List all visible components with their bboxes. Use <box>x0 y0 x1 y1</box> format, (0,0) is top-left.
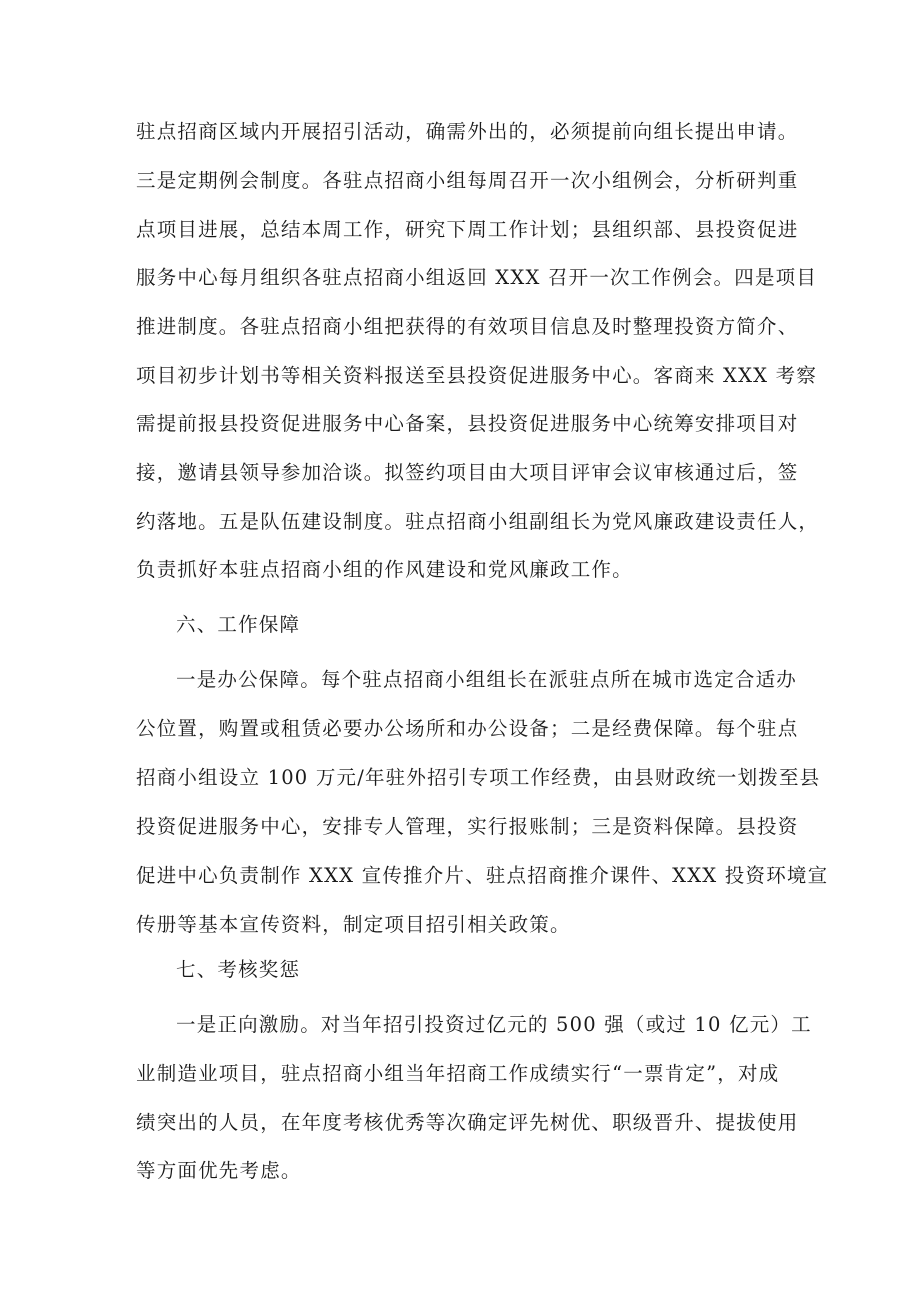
paragraph-line: 绩突出的人员，在年度考核优秀等次确定评先树优、职级晋升、提拔使用 <box>136 1111 799 1134</box>
paragraph-line: 点项目进展，总结本周工作，研究下周工作计划；县组织部、县投资促进 <box>136 218 799 241</box>
section-heading: 七、考核奖惩 <box>176 958 301 981</box>
paragraph-line: 一是正向激励。对当年招引投资过亿元的 500 强（或过 10 亿元）工 <box>176 1013 812 1036</box>
paragraph-line: 促进中心负责制作 XXX 宣传推介片、驻点招商推介课件、XXX 投资环境宣 <box>136 864 829 887</box>
section-heading: 六、工作保障 <box>176 613 301 636</box>
paragraph-line: 等方面优先考虑。 <box>136 1159 302 1182</box>
paragraph-line: 约落地。五是队伍建设制度。驻点招商小组副组长为党风廉政建设责任人， <box>136 510 820 533</box>
paragraph-line: 传册等基本宣传资料，制定项目招引相关政策。 <box>136 913 571 936</box>
paragraph-line: 招商小组设立 100 万元/年驻外招引专项工作经费，由县财政统一划拨至县 <box>136 766 821 789</box>
paragraph-line: 接，邀请县领导参加洽谈。拟签约项目由大项目评审会议审核通过后，签 <box>136 461 799 484</box>
paragraph-line: 三是定期例会制度。各驻点招商小组每周召开一次小组例会，分析研判重 <box>136 169 799 192</box>
paragraph-line: 项目初步计划书等相关资料报送至县投资促进服务中心。客商来 XXX 考察 <box>136 364 818 387</box>
paragraph-line: 推进制度。各驻点招商小组把获得的有效项目信息及时整理投资方简介、 <box>136 315 799 338</box>
paragraph-line: 公位置，购置或租赁必要办公场所和办公设备；二是经费保障。每个驻点 <box>136 717 799 740</box>
paragraph-line: 负责抓好本驻点招商小组的作风建设和党风廉政工作。 <box>136 558 633 581</box>
paragraph-line: 需提前报县投资促进服务中心备案，县投资促进服务中心统筹安排项目对 <box>136 412 799 435</box>
paragraph-line: 服务中心每月组织各驻点招商小组返回 XXX 召开一次工作例会。四是项目 <box>136 266 818 289</box>
paragraph-line: 驻点招商区域内开展招引活动，确需外出的，必须提前向组长提出申请。 <box>136 120 799 143</box>
paragraph-line: 一是办公保障。每个驻点招商小组组长在派驻点所在城市选定合适办 <box>176 668 798 691</box>
paragraph-line: 投资促进服务中心，安排专人管理，实行报账制；三是资料保障。县投资 <box>136 815 799 838</box>
paragraph-line: 业制造业项目，驻点招商小组当年招商工作成绩实行“一票肯定”，对成 <box>136 1062 780 1085</box>
